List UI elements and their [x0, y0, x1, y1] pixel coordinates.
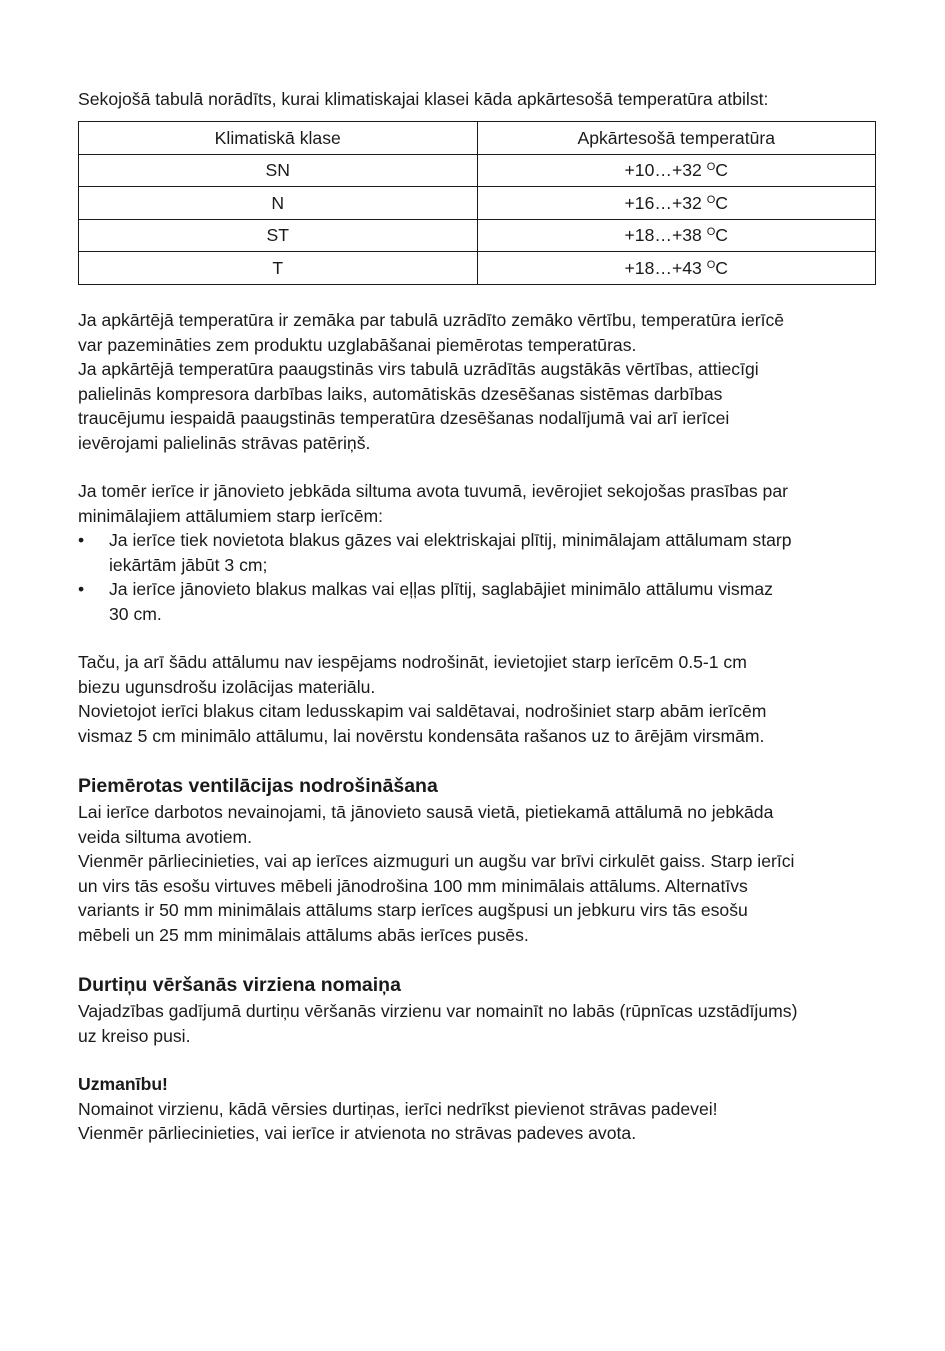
bullet-icon: • — [78, 579, 85, 599]
temperature-cell: +10…+32 $^O$C — [477, 154, 876, 187]
text-line: vismaz 5 cm minimālo attālumu, lai novērstu kondensāta rašanos uz to ārējām virsmām. — [78, 725, 765, 746]
text-line: traucējumu iespaidā paaugstinās temperatūra dzesēšanas nodalījumā vai arī ierīcei — [78, 408, 730, 428]
text-line: Ja apkārtējā temperatūra paaugstinās virs tabulā uzrādītās augstākās vērtības, attiecīgi — [78, 359, 759, 379]
warning-section — [78, 1072, 878, 1146]
intro-text: Sekojošā tabulā norādīts, kurai klimatiskajai klasei kāda apkārtesošā temperatūra atbilst: — [78, 89, 769, 109]
climate-class-cell: ST — [79, 219, 478, 252]
table-header-row — [79, 122, 876, 155]
insulation-paragraph — [78, 650, 878, 748]
text-line: Ja apkārtējā temperatūra ir zemāka par tabulā uzrādīto zemāko vērtību, temperatūra ierīcē — [78, 310, 785, 330]
temperature-cell: +18…+38 $^O$C — [477, 219, 876, 252]
table-row — [79, 154, 876, 187]
list-item: • Ja ierīce jānovieto blakus malkas vai eļļas plītij, saglabājiet minimālo attālumu vismaz 30 cm. — [78, 579, 773, 624]
text-line: Vajadzības gadījumā durtiņu vēršanās virzienu var nomainīt no labās (rūpnīcas uzstādījums) — [78, 1001, 798, 1021]
ventilation-section — [78, 773, 878, 947]
header-ambient-temperature: Apkārtesošā temperatūra — [477, 122, 876, 155]
text-line: var pazemināties zem produktu uzglabāšanai piemērotas temperatūras. — [78, 334, 637, 355]
climate-class-cell: SN — [79, 154, 478, 187]
text-line: veida siltuma avotiem. — [78, 826, 253, 847]
table-row — [79, 187, 876, 220]
warning-heading: Uzmanību! — [78, 1074, 168, 1094]
text-line: Ja tomēr ierīce ir jānovieto jebkāda siltuma avota tuvumā, ievērojiet sekojošas prasības par — [78, 481, 788, 501]
list-item: • Ja ierīce tiek novietota blakus gāzes vai elektriskajai plītij, minimālajam attālumam starp iekārtām jābūt 3 cm; — [78, 530, 792, 575]
temperature-cell: +18…+43 $^O$C — [477, 252, 876, 285]
text-line: ievērojami palielinās strāvas patēriņš. — [78, 432, 371, 453]
climate-class-cell: T — [79, 252, 478, 285]
text-line: Taču, ja arī šādu attālumu nav iespējams nodrošināt, ievietojiet starp ierīcēm 0.5-1 cm — [78, 652, 747, 672]
section-heading: Durtiņu vēršanās virziena nomaiņa — [78, 974, 401, 996]
text-line: Nomainot virzienu, kādā vērsies durtiņas, ierīci nedrīkst pievienot strāvas padevei! — [78, 1098, 718, 1119]
table-row — [79, 252, 876, 285]
text-line: Novietojot ierīci blakus citam ledusskapim vai saldētavai, nodrošiniet starp abām ierīcēm — [78, 701, 767, 721]
text-line: Vienmēr pārliecinieties, vai ierīce ir atvienota no strāvas padeves avota. — [78, 1123, 637, 1143]
table-row — [79, 219, 876, 252]
temperature-cell: +16…+32 $^O$C — [477, 187, 876, 220]
heat-source-distance-paragraph — [78, 479, 878, 626]
text-line: biezu ugunsdrošu izolācijas materiālu. — [78, 676, 376, 697]
text-line: variants ir 50 mm minimālais attālums starp ierīces augšpusi un jebkuru virs tās esošu — [78, 900, 748, 920]
text-line: Lai ierīce darbotos nevainojami, tā jānovieto sausā vietā, pietiekamā attālumā no jebkāda — [78, 802, 774, 822]
text-line: palielinās kompresora darbības laiks, automātiskās dzesēšanas sistēmas darbības — [78, 383, 723, 404]
climate-class-table — [78, 121, 876, 285]
climate-class-cell: N — [79, 187, 478, 220]
header-climate-class: Klimatiskā klase — [79, 122, 478, 155]
text-line: mēbeli un 25 mm minimālais attālums abās ierīces pusēs. — [78, 924, 529, 945]
bullet-icon: • — [78, 530, 85, 550]
text-line: uz kreiso pusi. — [78, 1025, 191, 1046]
section-heading: Piemērotas ventilācijas nodrošināšana — [78, 775, 438, 797]
door-reversal-section — [78, 972, 878, 1048]
temperature-effects-paragraph — [78, 308, 878, 455]
text-line: Vienmēr pārliecinieties, vai ap ierīces aizmuguri un augšu var brīvi cirkulēt gaiss. Starp ierīci — [78, 851, 795, 871]
distance-requirements-list — [78, 528, 878, 626]
text-line: un virs tās esošu virtuves mēbeli jānodrošina 100 mm minimālais attālums. Alternatīvs — [78, 875, 748, 896]
text-line: minimālajiem attālumiem starp ierīcēm: — [78, 505, 384, 526]
